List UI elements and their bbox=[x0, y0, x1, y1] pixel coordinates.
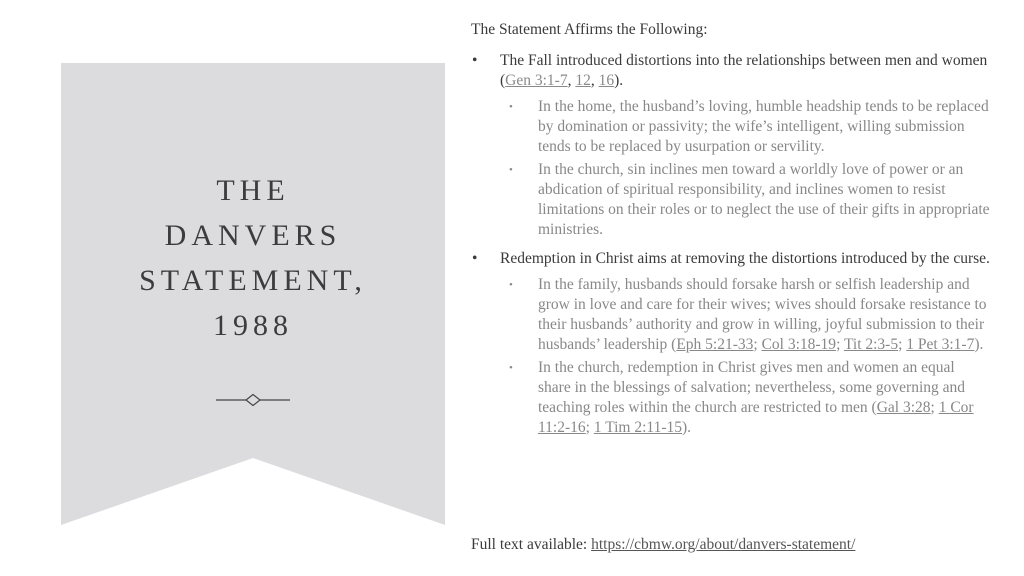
footer-url-link[interactable]: https://cbmw.org/about/danvers-statement/ bbox=[591, 536, 856, 553]
scripture-link[interactable]: 12 bbox=[575, 72, 591, 89]
scripture-link[interactable]: Eph 5:21-33 bbox=[676, 336, 754, 353]
footer-note bbox=[471, 535, 855, 555]
sub-bullet-item: • In the family, husbands should forsake harsh or selfish leadership and grow in love and care for their wives; wives should forsake resistance to their husbands’ authority and grow in willing, joyful submission to their husbands’ leadership (Eph 5:21-33; Col 3:18-19; Tit 2:3-5; 1 Pet 3:1-7). bbox=[509, 276, 987, 353]
sub-bullet-item bbox=[471, 97, 991, 157]
sub-bullet-icon: • bbox=[509, 164, 513, 176]
scripture-link[interactable]: Tit 2:3-5 bbox=[843, 336, 899, 353]
sub-bullet-item bbox=[471, 160, 991, 240]
sub-bullet-end: ). bbox=[974, 336, 984, 353]
scripture-link[interactable]: Col 3:18-19 bbox=[761, 336, 837, 353]
bullet-end: ). bbox=[614, 72, 624, 89]
sub-bullet-item: • In the church, redemption in Christ gives men and women an equal share in the blessings of salvation; nevertheless, some governing and teaching roles within the church are restricted to men (Gal 3:28; 1 Cor 11:2-16; 1 Tim 2:11-15). bbox=[509, 359, 974, 436]
scripture-link[interactable]: 1 Cor 11:2-16 bbox=[538, 399, 974, 436]
title-line: 1988 bbox=[213, 309, 293, 342]
scripture-link[interactable]: Gen 3:1-7 bbox=[505, 72, 568, 89]
content-panel bbox=[471, 20, 991, 441]
bullet-text: Redemption in Christ aims at removing the distortions introduced by the curse. bbox=[500, 250, 990, 267]
title-line: STATEMENT, bbox=[139, 264, 367, 297]
bullet-item bbox=[471, 249, 991, 269]
scripture-link[interactable]: Gal 3:28 bbox=[876, 399, 931, 416]
sub-bullet-text: In the family, husbands should forsake harsh or selfish leadership and grow in love and care for their wives; wives should forsake resistance to their husbands’ authority and grow in willing, joyful submission to their husbands’ leadership ( bbox=[538, 276, 987, 353]
slide-title bbox=[61, 168, 445, 348]
bullet-text: The Fall introduced distortions into the relationships between men and women ( bbox=[500, 52, 988, 89]
sub-bullet-text: In the church, redemption in Christ gives men and women an equal share in the blessings of salvation; nevertheless, some governing and teaching roles within the church are restricted to men ( bbox=[538, 359, 966, 416]
sub-bullet-icon: • bbox=[509, 279, 513, 291]
title-line: DANVERS bbox=[164, 219, 342, 252]
sub-bullet-end: ). bbox=[682, 419, 692, 436]
scripture-link[interactable]: 1 Tim 2:11-15 bbox=[593, 419, 682, 436]
sub-bullet-icon: • bbox=[509, 101, 513, 113]
sub-bullet-text: In the church, sin inclines men toward a worldly love of power or an abdication of spiritual responsibility, and inclines women to resist limitations on their roles or to neglect the use of their gifts in appropriate ministries. bbox=[538, 161, 990, 238]
footer-label: Full text available: bbox=[471, 536, 592, 553]
bullet-icon: • bbox=[472, 52, 478, 69]
scripture-link[interactable]: 16 bbox=[598, 72, 615, 89]
content-heading: The Statement Affirms the Following: bbox=[471, 21, 708, 38]
scripture-link[interactable]: 1 Pet 3:1-7 bbox=[906, 336, 975, 353]
bullet-item: • The Fall introduced distortions into the relationships between men and women (Gen 3:1-7, 12, 16). bbox=[472, 52, 988, 89]
divider-ornament-icon bbox=[216, 391, 290, 409]
sub-bullet-text: In the home, the husband’s loving, humble headship tends to be replaced by domination or passivity; the wife’s intelligent, willing submission tends to be replaced by usurpation or servility. bbox=[538, 98, 989, 155]
title-line: THE bbox=[216, 174, 290, 207]
sub-bullet-icon: • bbox=[509, 362, 513, 374]
bullet-icon: • bbox=[472, 250, 478, 267]
